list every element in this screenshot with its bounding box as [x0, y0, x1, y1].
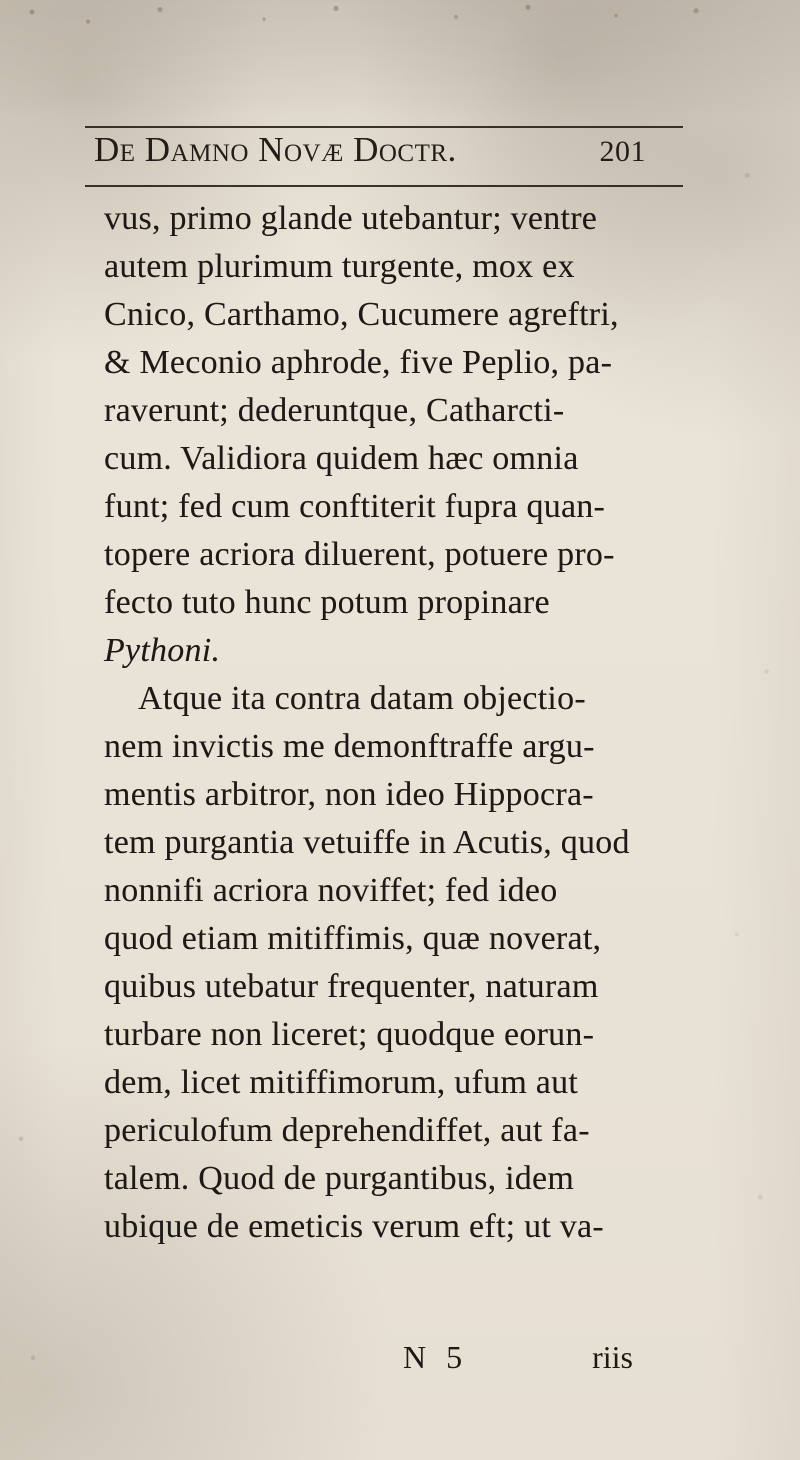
- text-line: funt; fed cum conftiterit fupra quan-: [104, 488, 606, 525]
- text-line: Pythoni.: [104, 632, 221, 669]
- text-line: cum. Validiora quidem hæc omnia: [104, 440, 579, 477]
- text-line: periculofum deprehendiffet, aut fa-: [104, 1112, 590, 1149]
- catchword: riis: [592, 1339, 633, 1375]
- text-line: tem purgantia vetuiffe in Acutis, quod: [104, 824, 630, 861]
- catchword-line: [403, 1336, 633, 1378]
- header-rule-bottom: [85, 185, 683, 187]
- text-line: turbare non liceret; quodque eorun-: [104, 1016, 595, 1053]
- text-line: fecto tuto hunc potum propinare: [104, 584, 550, 621]
- text-line: quibus utebatur frequenter, naturam: [104, 968, 599, 1005]
- text-line: Cnico, Carthamo, Cucumere agreftri,: [104, 296, 619, 333]
- top-paper-texture: [0, 0, 800, 120]
- text-line: & Meconio aphrode, five Peplio, pa-: [104, 344, 613, 381]
- text-line: vus, primo glande utebantur; ventre: [104, 200, 598, 237]
- signature-mark: N 5: [403, 1339, 469, 1375]
- text-line: nonnifi acriora noviffet; fed ideo: [104, 872, 558, 909]
- text-line: Atque ita contra datam objectio-: [138, 680, 586, 717]
- right-margin-shading: [712, 0, 800, 1460]
- text-line: mentis arbitror, non ideo Hippocra-: [104, 776, 594, 813]
- text-line: ubique de emeticis verum eft; ut va-: [104, 1208, 604, 1245]
- text-line: topere acriora diluerent, potuere pro-: [104, 536, 615, 573]
- text-line: raverunt; dederuntque, Catharcti-: [104, 392, 565, 429]
- text-line: autem plurimum turgente, mox ex: [104, 248, 575, 285]
- running-head: [94, 130, 654, 186]
- text-line: talem. Quod de purgantibus, idem: [104, 1160, 575, 1197]
- left-margin-shading: [0, 0, 60, 1460]
- page-number: 201: [599, 135, 646, 168]
- main-text-block: [104, 195, 670, 1355]
- text-line: quod etiam mitiffimis, quæ noverat,: [104, 920, 602, 957]
- text-line: nem invictis me demonftraffe argu-: [104, 728, 595, 765]
- header-rule-top: [85, 126, 683, 128]
- text-line: dem, licet mitiffimorum, ufum aut: [104, 1064, 579, 1101]
- running-head-title: De Damno Novæ Doctr.: [94, 130, 457, 169]
